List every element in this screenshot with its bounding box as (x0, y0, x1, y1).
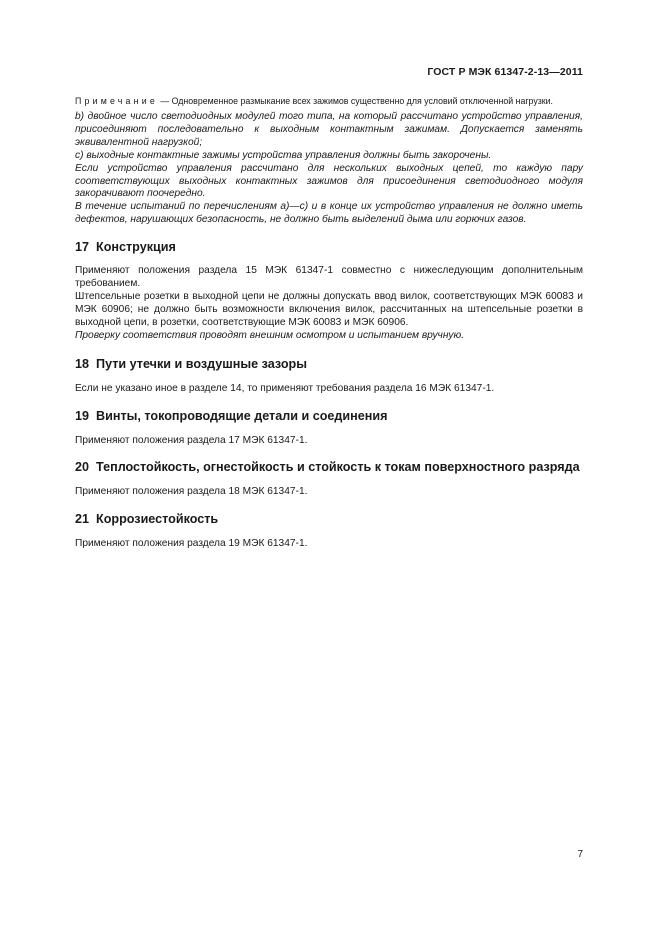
page-number: 7 (577, 849, 583, 860)
list-item-c: c) выходные контактные зажимы устройства управления должны быть закорочены. (75, 149, 492, 161)
section-17-paragraph-1: Применяют положения раздела 15 МЭК 61347-1 совместно с нижеследующим дополнительным требованием. (75, 265, 583, 290)
multi-output-paragraph: Если устройство управления рассчитано для нескольких выходных цепей, то каждую пару соответствующих выходных контактных зажимов для присоединения светодиодного модуля закорачивают поочередно. (75, 162, 583, 200)
section-title: Винты, токопроводящие детали и соединения (96, 408, 388, 423)
section-heading-20 (75, 459, 583, 475)
note-text: — Одновременное размыкание всех зажимов существенно для условий отключенной нагрузки. (157, 96, 553, 106)
page-content (75, 95, 583, 551)
section-title: Пути утечки и воздушные зазоры (96, 356, 307, 371)
section-17-paragraph-2: Штепсельные розетки в выходной цепи не должны допускать ввод вилок, соответствующих МЭК 60083 и МЭК 60906; не должно быть возможности включения вилок, рассчитанных на штепсельные розетки в выходной цепи, в розетки, соответствующие МЭК 60083 и МЭК 60906. (75, 290, 583, 328)
list-item-b: b) двойное число светодиодных модулей того типа, на который рассчитано устройство управления, присоединяют последовательно к выходным контактным зажимам. Допускается заменять эквивалентной нагрузкой; (75, 111, 583, 148)
section-heading-21 (75, 511, 583, 527)
section-number: 21 (75, 512, 90, 527)
section-number: 17 (75, 240, 90, 255)
test-result-paragraph: В течение испытаний по перечислениям a)—c) и в конце их устройство управления не должно иметь дефектов, нарушающих безопасность, не должно быть выделений дыма или горючих газов. (75, 201, 583, 226)
section-number: 19 (75, 408, 90, 423)
section-18-paragraph-1: Если не указано иное в разделе 14, то применяют требования раздела 16 МЭК 61347-1. (75, 382, 495, 394)
document-page (75, 0, 583, 936)
section-17-paragraph-3: Проверку соответствия проводят внешним осмотром и испытанием вручную. (75, 329, 465, 341)
section-heading-17 (75, 239, 583, 255)
note-paragraph (75, 95, 583, 107)
section-heading-19 (75, 408, 583, 424)
document-header: ГОСТ Р МЭК 61347-2-13—2011 (427, 66, 583, 78)
section-title: Теплостойкость, огнестойкость и стойкость к токам поверхностного разряда (96, 460, 580, 475)
section-title: Конструкция (96, 240, 176, 255)
section-20-paragraph-1: Применяют положения раздела 18 МЭК 61347-1. (75, 486, 308, 498)
section-title: Коррозиестойкость (96, 512, 219, 527)
section-19-paragraph-1: Применяют положения раздела 17 МЭК 61347-1. (75, 434, 308, 446)
section-heading-18 (75, 356, 583, 372)
section-21-paragraph-1: Применяют положения раздела 19 МЭК 61347-1. (75, 538, 308, 550)
section-number: 20 (75, 460, 90, 475)
note-label: Примечание (75, 96, 158, 106)
section-number: 18 (75, 356, 90, 371)
